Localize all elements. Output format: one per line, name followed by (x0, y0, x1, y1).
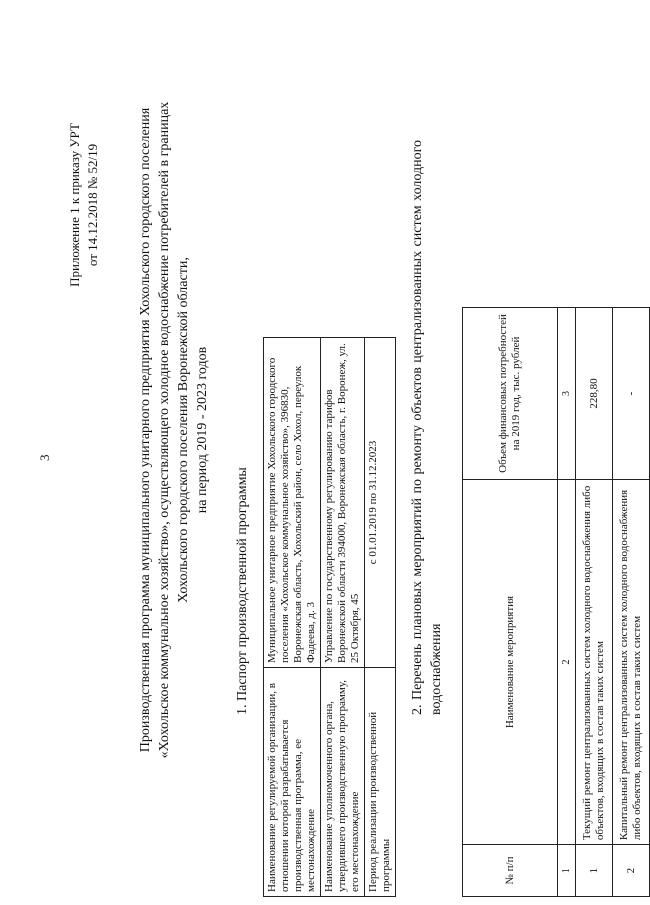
table-row (576, 308, 613, 897)
passport-table (263, 337, 396, 897)
column-header: Наименование мероприятия (463, 479, 558, 844)
row-number: 2 (613, 845, 650, 897)
section-2-heading: 2. Перечень плановых мероприятий по ремонту объектов централизованных систем холодного водоснабжения (410, 140, 444, 715)
appendix-line-1: Приложение 1 к приказу УРТ (67, 123, 82, 287)
index-cell: 3 (558, 308, 576, 480)
table-row (613, 308, 650, 897)
section-1-heading: 1. Паспорт производственной программы (235, 467, 250, 715)
passport-label: Наименование регулируемой организации, в отношении которой разрабатывается производственная программа, ее местонахождение (264, 668, 321, 897)
passport-label: Наименование уполномоченного органа, утвердившего производственную программу, его местонахождение (321, 668, 365, 897)
program-title-line: «Хохольское коммунальное хозяйство», осуществляющего холодное водоснабжение потребителей в границах (157, 101, 172, 759)
table-row (365, 338, 396, 897)
column-header: № п/п (463, 845, 558, 897)
measure-amount: - (613, 308, 650, 480)
table-header-row (463, 308, 558, 897)
appendix-header (66, 40, 102, 370)
program-title-line: Производственная программа муниципального унитарного предприятия Хохольского городского поселения (138, 107, 153, 753)
passport-value: Управление по государственному регулированию тарифов Воронежской области 394000, Воронежская область, г. Воронеж, ул. 25 Октября, 45 (321, 338, 365, 668)
program-title-line: Хохольского городского поселения Воронежской области, (176, 257, 191, 603)
column-header: Объем финансовых потребностей на 2019 год, тыс. рублей (463, 308, 558, 480)
table-row (321, 338, 365, 897)
table-row (264, 338, 321, 897)
measure-name: Текущий ремонт централизованных систем холодного водоснабжения либо объектов, входящих в состав таких систем (576, 479, 613, 844)
measure-amount: 228,80 (576, 308, 613, 480)
table-index-row (558, 308, 576, 897)
passport-value: с 01.01.2019 по 31.12.2023 (365, 338, 396, 668)
program-title-line: на период 2019 - 2023 годов (195, 346, 210, 514)
page-number: 3 (37, 454, 52, 461)
measures-table (462, 307, 650, 897)
passport-label: Период реализации производственной программы (365, 668, 396, 897)
measure-name: Капитальный ремонт централизованных систем холодного водоснабжения либо объектов, входящих в состав таких систем (613, 479, 650, 844)
row-number: 1 (576, 845, 613, 897)
program-title (136, 60, 212, 800)
index-cell: 2 (558, 479, 576, 844)
index-cell: 1 (558, 845, 576, 897)
appendix-line-2: от 14.12.2018 № 52/19 (85, 143, 100, 267)
passport-value: Муниципальное унитарное предприятие Хохольского городского поселения «Хохольское коммунальное хозяйство», 396830, Воронежская область, Хохольский район, село Хохол, переулок Фадеева, д. 3 (264, 338, 321, 668)
